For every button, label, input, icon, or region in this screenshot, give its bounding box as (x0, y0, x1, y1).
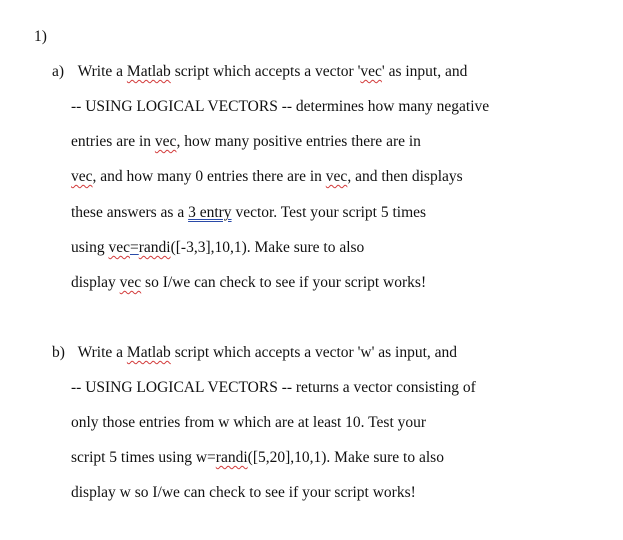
text-run: ([5,20],10,1). Make sure to also (247, 449, 444, 466)
part-a-line-7 (71, 273, 426, 293)
text-run: -- USING LOGICAL VECTORS -- returns a vector consisting of (71, 379, 476, 396)
text-run: display w so I/we can check to see if your script works! (71, 484, 416, 501)
spellcheck-word: vec (325, 168, 348, 185)
part-a-line-3 (71, 132, 421, 152)
part-b-line-2 (71, 378, 476, 398)
text-run: script which accepts a vector 'w' as input, and (170, 344, 458, 361)
part-b-line-1 (52, 343, 457, 363)
question-number: 1) (34, 28, 47, 45)
text-run: these answers as a (71, 204, 189, 221)
spellcheck-word: vec (71, 168, 93, 185)
part-a-line-6 (71, 238, 364, 258)
part-a-line-1 (52, 62, 467, 82)
spellcheck-word: vec (360, 63, 382, 80)
text-run: only those entries from w which are at least 10. Test your (71, 414, 427, 431)
part-a-label: a) (52, 63, 65, 80)
grammar-word: = (129, 239, 139, 256)
text-run: ' as input, and (381, 63, 468, 80)
spellcheck-word: Matlab (126, 63, 171, 80)
grammar-word: 3 entry (188, 204, 232, 221)
text-run: script 5 times using w= (71, 449, 216, 466)
part-a-line-4 (71, 167, 463, 187)
part-b-line-5 (71, 483, 416, 503)
text-run: -- USING LOGICAL VECTORS -- determines how many negative (71, 98, 490, 115)
spellcheck-word: vec (119, 274, 142, 291)
text-run: script which accepts a vector ' (170, 63, 361, 80)
spellcheck-word: Matlab (126, 344, 171, 361)
spellcheck-word: vec (108, 239, 130, 256)
part-a-line-5 (71, 203, 426, 223)
text-run: entries are in (71, 133, 155, 150)
spellcheck-word: randi (138, 239, 171, 256)
part-b-line-3 (71, 413, 426, 433)
text-run: ([-3,3],10,1). Make sure to also (170, 239, 365, 256)
part-b-line-4 (71, 448, 444, 468)
text-run: , and then displays (347, 168, 463, 185)
text-run: using (71, 239, 109, 256)
text-run: so I/we can check to see if your script works! (141, 274, 427, 291)
text-run: , how many positive entries there are in (176, 133, 421, 150)
spellcheck-word: randi (215, 449, 248, 466)
spellcheck-word: vec (154, 133, 177, 150)
text-run: Write a (77, 63, 127, 80)
part-b-label: b) (52, 344, 65, 361)
part-a-line-2 (71, 97, 489, 117)
text-run: vector. Test your script 5 times (231, 204, 427, 221)
text-run: display (71, 274, 120, 291)
text-run: , and how many 0 entries there are in (92, 168, 326, 185)
text-run: Write a (77, 344, 127, 361)
